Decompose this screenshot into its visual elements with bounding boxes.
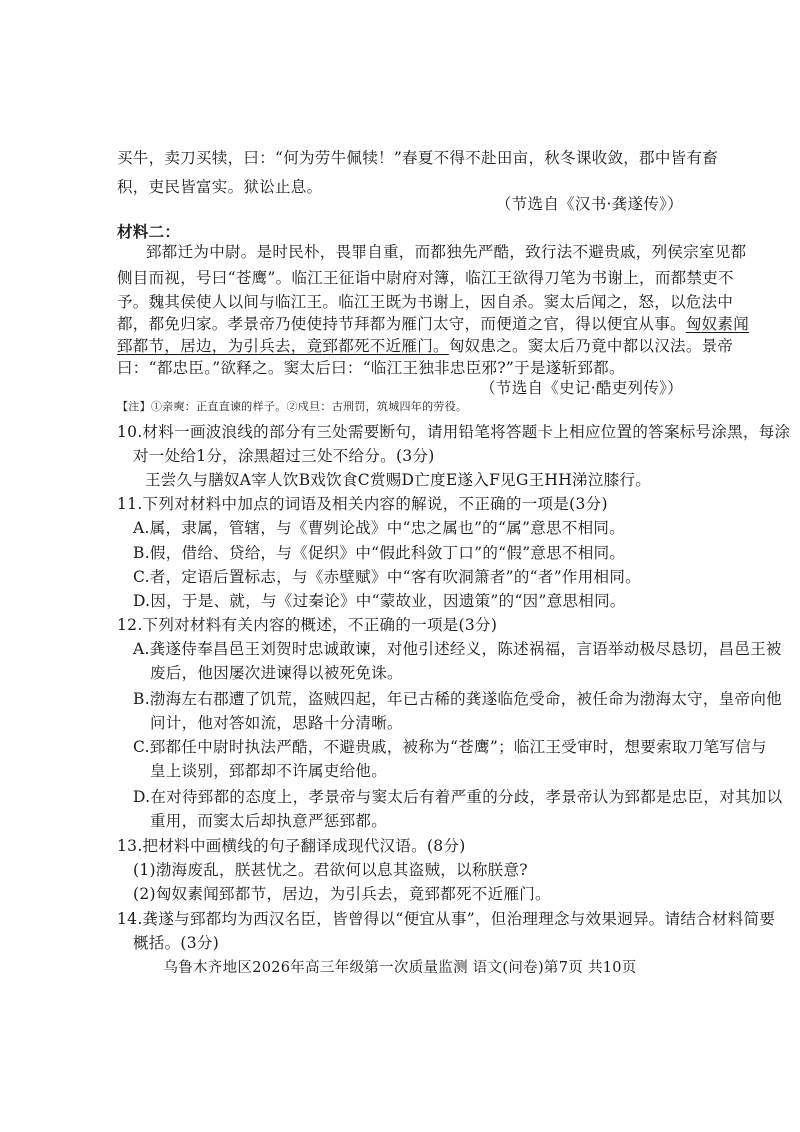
footnote: 【注】①亲奭：正直直谏的样子。②戍旦：古刑罚，筑城四年的劳役。 [117,400,468,413]
q13-sentence-2: (2)匈奴素闻郅都节，居边，为引兵去，竟郅都死不近雁门。 [133,885,551,903]
q12-stem: 12.下列对材料有关内容的概述，不正确的一项是(3分) [117,616,498,634]
q12-option-b-line-1: B.渤海左右郡遭了饥荒，盗贼四起，年已古稀的龚遂临危受命，被任命为渤海太守，皇帝向他 [133,690,782,708]
material2-line-5-text: 匈奴患之。窦太后乃竟中都以汉法。景帝 [448,337,734,355]
q10-stem-line-2: 对一处给1分，涂黑超过三处不给分。(3分) [133,447,435,465]
underlined-sentence-part-1: 匈奴素闻 [685,315,750,333]
q10-sentence: 王尝久与膳奴A宰人饮B戏饮食C赏赐D亡度E遂入F见G王HH涕泣膝行。 [145,471,652,489]
q10-stem-line-1: 10.材料一画波浪线的部分有三处需要断句，请用铅笔将答题卡上相应位置的答案标号涂黑，每涂 [117,423,791,441]
q12-option-c-line-2: 皇上谈别，郅都却不许属吏给他。 [150,762,388,780]
material2-line-6: 曰：“都忠臣。”欲释之。窦太后曰：“临江王独非忠臣邪?”于是遂斩郅都。 [117,359,625,377]
passage1-source: （节选自《汉书·龚遂传》） [495,195,683,213]
q12-option-a-line-2: 废后，他因屡次进谏得以被死免诛。 [150,664,403,682]
material2-heading: 材料二： [117,222,181,241]
q12-option-a-line-1: A.龚遂侍奉昌邑王刘贺时忠诚敢谏，对他引述经义，陈述祸福，言语举动极尽恳切，昌邑王被 [133,640,782,658]
q11-option-d: D.因，于是、就，与《过秦论》中“蒙故业，因遗策”的“因”意思相同。 [133,592,626,610]
material2-line-2: 侧目而视，号曰“苍鹰”。临江王征诣中尉府对簿，临江王欲得刀笔为书谢上，而都禁吏不 [117,269,734,287]
q12-option-d-line-2: 重用，而窦太后却执意严惩郅都。 [150,812,388,830]
q12-option-d-line-1: D.在对待郅都的态度上，孝景帝与窦太后有着严重的分歧，孝景帝认为郅都是忠臣，对其加以 [133,788,783,806]
q12-option-c-line-1: C.郅都任中尉时执法严酷，不避贵戚，被称为“苍鹰”；临江王受审时，想要索取刀笔写信与 [133,738,767,756]
material2-line-4 [117,314,750,334]
q11-option-b: B.假，借给、贷给，与《促织》中“假此科敛丁口”的“假”意思不相同。 [133,544,626,562]
passage1-line-1: 买牛，卖刀买犊，曰：“何为劳牛佩犊！”春夏不得不赴田亩，秋冬课收敛，郡中皆有畜 [117,149,719,167]
underlined-sentence-part-2: 郅都节，居边，为引兵去，竟郅都死不近雁门。 [117,337,449,355]
q11-option-a: A.属，隶属，管辖，与《曹刿论战》中“忠之属也”的“属”意思不相同。 [133,519,626,537]
q13-stem: 13.把材料中画横线的句子翻译成现代汉语。(8分) [117,837,466,855]
material2-line-4-text: 都，都免归家。孝景帝乃使使持节拜都为雁门太守，而便道之官，得以便宜从事。 [117,315,686,333]
page-footer: 乌鲁木齐地区2026年高三年级第一次质量监测 语文(问卷)第7页 共10页 [163,960,637,976]
q11-stem: 11.下列对材料中加点的词语及相关内容的解说，不正确的一项是(3分) [117,495,608,513]
material2-line-3: 予。魏其侯使人以间与临江王。临江王既为书谢上，因自杀。窦太后闻之，怒，以危法中 [117,293,734,311]
q14-stem-line-2: 概括。(3分) [133,934,220,952]
q12-option-b-line-2: 问计，他对答如流，思路十分清晰。 [150,714,403,732]
passage1-line-2: 积，吏民皆富实。狱讼止息。 [117,178,323,196]
q11-option-c: C.者，定语后置标志，与《赤壁赋》中“客有吹洞箫者”的“者”作用相同。 [133,568,641,586]
material2-source: （节选自《史记·酷吏列传》） [480,379,683,397]
material2-line-5 [117,336,734,356]
q14-stem-line-1: 14.龚遂与郅都均为西汉名臣，皆曾得以“便宜从事”，但治理理念与效果迥异。请结合材料简要 [117,910,776,928]
material2-line-1: 郅都迁为中尉。是时民朴，畏罪自重，而都独先严酷，致行法不避贵戚，列侯宗室见都 [146,243,747,261]
q13-sentence-1: (1)渤海废乱，朕甚忧之。君欲何以息其盗贼，以称朕意? [133,861,528,879]
